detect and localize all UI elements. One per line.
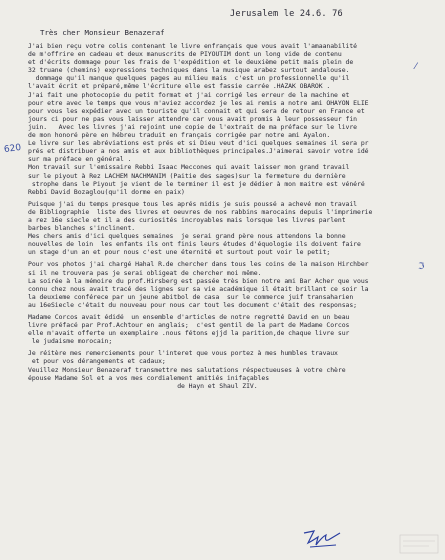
letter-line: épouse Madame Sol et a vos mes cordialement amitiés inifaçables: [28, 373, 270, 382]
letter-line: Puisque j'ai du temps presque tous les aprés midis je suis poussé a achevé mon travail: [28, 199, 358, 208]
margin-annotation: 620: [3, 142, 22, 156]
letter-line: sur le piyout à Rez LACHEM NACHMANIM (Paitie des sages)sur la fermeture du dernière: [28, 171, 346, 180]
letter-line: et pour vos dérangements et cadaux;: [28, 357, 166, 366]
letter-line: si il ne trouvera pas je serai obligeat de chercher moi même.: [28, 268, 262, 277]
letter-line: a rez 16e siecle et il a des curiosités incroyables mais lorsque les livres parlent: [28, 215, 346, 224]
letter-line: jours ci pour ne pas vous laisser attendre car vous avait promis à leur possesseur fin: [28, 114, 358, 123]
letter-line: strophe dans le Piyout je vient de le terminer il est je dédier à mon maitre est vénéré: [28, 179, 365, 188]
salutation: Très cher Monsieur Benazeraf: [40, 28, 165, 37]
letter-line: dommage qu'il manque quelques pages au milieu mais c'est un professionnelle qu'il: [28, 74, 350, 83]
letter-line: de m'offrire en cadeau et deux manuscrits de PIYOUTIM dont un long vide de contenu: [28, 50, 342, 59]
letter-line: elle m'avait offerte un exemplaire .nous fétons ejjd la parition,de chaque livre sur: [28, 329, 350, 338]
margin-tick-mark: ⁄: [415, 62, 417, 72]
letter-line: Je réitère mes remerciements pour l'interet que vous portez à mes humbles travaux: [28, 349, 338, 358]
letter-line: un stage d'un an et pour nous c'est une éternité et surtout pout voir le petit;: [28, 248, 331, 257]
letter-line: prés et distribuer a nos amis et aux bibliothèques principales.J'aimerai savoir votre idé: [28, 147, 369, 156]
letter-line: Mon travail sur l'emissaire Rebbi Isaac Meccones qui avait laisser mon grand travail: [28, 163, 350, 172]
letter-line: connu chez nous avait tracé des lignes sur sa vie académique il était brillant ce soir la: [28, 284, 369, 293]
handwritten-signature: [300, 525, 344, 551]
letter-line: livre préfacé par Prof.Achtour en anglais; c'est gentil de la part de Madame Corcos: [28, 321, 350, 330]
letter-line: Le livre sur les abréviations est prés et si Dieu veut d'ici quelques semaines il sera pr: [28, 139, 369, 148]
letter-line: 32 truane (chemins) expressions techniques dans la musique arabez surtout andalouse.: [28, 66, 350, 75]
letter-line: juin. Avec les livres j'ai rejoint une copie de l'extrait de ma préface sur le livre: [28, 122, 358, 131]
place-date: Jerusalem le 24.6. 76: [230, 9, 343, 19]
letter-line: de mon honoré père en hébreu traduit en français corrigée par notre ami Ayalon.: [28, 131, 331, 140]
letter-line: l'avait écrit et préparé,même l'écriture elle est fassie carrée .HAZAK OBAROK .: [28, 82, 331, 91]
letter-line: La soirée à la mémoire du prof.Hirsberg est passée très bien notre ami Bar Acher que vous: [28, 276, 369, 285]
letter-line: nouvelles de loin les enfants ils ont finis leurs études d'équologie ils doivent faire: [28, 240, 361, 249]
letter-line: J'ai bien reçu votre colis contenant le livre enfrançais que vous avait l'amaanabilité: [28, 42, 358, 50]
letter-line: Pour vos photos j'ai chargé Hahal R.de chercher dans tous les coins de la maison Hirchber: [28, 260, 369, 269]
letter-line: la deuxieme conférece par un jeune abitbol de casa sur le commerce juif transaharien: [28, 292, 354, 301]
letter-line: au 16eSiecle c'était du nouveau pour nous car tout les document c'était des responsas;: [28, 300, 358, 309]
faint-stamp: [399, 534, 439, 554]
margin-mark-3: ℑ: [418, 262, 425, 272]
letter-line: de Hayn et Shaul ZIV.: [28, 381, 258, 390]
letter-body: [28, 42, 436, 390]
letter-line: le judaisme morocain;: [28, 337, 113, 346]
letter-line: Mes chers amis d'ici quelques semaines je serai grand père nous attendons la bonne: [28, 232, 346, 241]
letter-line: de Bibliographie liste des livres et oeuvres de nos rabbins marocains depuis l'imprimerie: [28, 207, 373, 216]
letter-line: J'ai fait une photocopie du petit format et j'ai corrigé les erreur de la machine et: [28, 90, 350, 99]
letter-line: pour vous les expédier avec un touriste qu'il connait et qui sera de retour en France et: [28, 106, 365, 115]
letter-line: et d'écrits dommage pour les frais de l'expédition et le deuxième petit mais plein de: [28, 58, 354, 67]
letter-line: barbes blanches s'inclinent.: [28, 224, 136, 233]
letter-line: pour etre avec le temps que vous m'aviez accordez je les ai remis a notre ami OHAYON ELIE: [28, 98, 369, 107]
letter-line: Rebbi David Bozaglou(qu'il dorme en paix): [28, 187, 185, 196]
letter-line: Madame Corcos avait édidé un ensemble d'articles de notre regretté David en un beau: [28, 313, 350, 321]
letter-line: Veuillez Monsieur Benazeraf transmettre mes salutations réspectueuses à votre chère: [28, 365, 346, 374]
letter-line: sur ma préface en général .: [28, 155, 132, 164]
